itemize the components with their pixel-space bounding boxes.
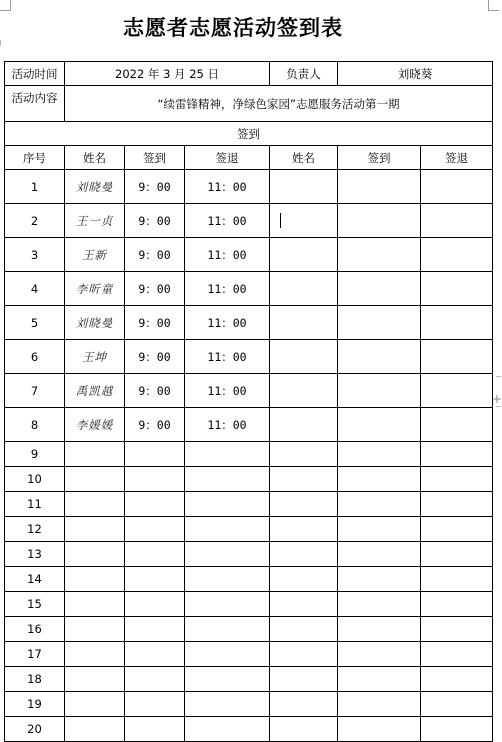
row-name[interactable]: [65, 467, 125, 492]
row-name-2[interactable]: [270, 238, 338, 272]
row-name-2[interactable]: [270, 467, 338, 492]
row-signout-time-2[interactable]: [421, 567, 493, 592]
row-number: 15: [5, 592, 65, 617]
row-signout-time[interactable]: 11：00: [185, 408, 270, 442]
row-signout-time[interactable]: 11：00: [185, 272, 270, 306]
table-row: [5, 238, 493, 272]
row-signin-time-2[interactable]: [338, 617, 421, 642]
row-signin-time-2[interactable]: [338, 467, 421, 492]
row-signout-time-2[interactable]: [421, 374, 493, 408]
row-name[interactable]: 王一贞: [65, 204, 125, 238]
table-row: [5, 567, 493, 592]
page-title: 志愿者志愿活动签到表: [123, 15, 343, 40]
row-signout-time[interactable]: 11：00: [185, 170, 270, 204]
row-signout-time-2[interactable]: [421, 717, 493, 742]
row-signin-time-2[interactable]: [338, 340, 421, 374]
table-row: [5, 617, 493, 642]
row-number: 1: [5, 170, 65, 204]
table-row: [5, 717, 493, 742]
col-header-name-2: 姓名: [270, 146, 338, 170]
row-signout-time-2[interactable]: [421, 617, 493, 642]
row-signin-time[interactable]: 9：00: [125, 340, 185, 374]
table-row: [5, 642, 493, 667]
row-name-2[interactable]: [270, 306, 338, 340]
row-name-2[interactable]: [270, 272, 338, 306]
row-name-2[interactable]: [270, 617, 338, 642]
row-number: 6: [5, 340, 65, 374]
row-signout-time-2[interactable]: [421, 667, 493, 692]
row-name[interactable]: 王坤: [65, 340, 125, 374]
table-row: [5, 272, 493, 306]
row-signin-time-2[interactable]: [338, 717, 421, 742]
row-signin-time-2[interactable]: [338, 642, 421, 667]
row-name[interactable]: [65, 567, 125, 592]
row-name[interactable]: 王新: [65, 238, 125, 272]
time-value[interactable]: 2022 年 3 月 25 日: [65, 62, 270, 86]
row-signin-time[interactable]: [125, 642, 185, 667]
row-name-2[interactable]: [270, 642, 338, 667]
row-signout-time-2[interactable]: [421, 238, 493, 272]
row-name[interactable]: [65, 717, 125, 742]
row-name[interactable]: [65, 517, 125, 542]
text-cursor: [280, 213, 281, 228]
row-signin-time[interactable]: [125, 592, 185, 617]
lead-value[interactable]: 刘晓葵: [338, 62, 493, 86]
row-signout-time[interactable]: [185, 517, 270, 542]
signin-table[interactable]: [4, 61, 493, 742]
time-label: 活动时间: [5, 62, 65, 86]
row-number: 5: [5, 306, 65, 340]
lead-label: 负责人: [270, 62, 338, 86]
col-header-out-2: 签退: [421, 146, 493, 170]
row-signin-time-2[interactable]: [338, 408, 421, 442]
row-name[interactable]: 李媛媛: [65, 408, 125, 442]
row-number: 13: [5, 542, 65, 567]
row-signout-time[interactable]: [185, 592, 270, 617]
row-name[interactable]: [65, 667, 125, 692]
row-name-2[interactable]: [270, 408, 338, 442]
row-signin-time[interactable]: [125, 717, 185, 742]
row-signin-time[interactable]: [125, 617, 185, 642]
row-name-2[interactable]: [270, 340, 338, 374]
row-signin-time[interactable]: [125, 467, 185, 492]
row-signout-time-2[interactable]: [421, 467, 493, 492]
row-number: 8: [5, 408, 65, 442]
table-row: [5, 692, 493, 717]
info-row-time: [5, 62, 493, 86]
row-signin-time[interactable]: [125, 667, 185, 692]
row-signout-time-2[interactable]: [421, 592, 493, 617]
row-signout-time[interactable]: [185, 492, 270, 517]
row-signin-time[interactable]: 9：00: [125, 374, 185, 408]
table-row: [5, 170, 493, 204]
table-row: [5, 340, 493, 374]
row-signout-time-2[interactable]: [421, 340, 493, 374]
content-value[interactable]: “续雷锋精神，净绿色家园”志愿服务活动第一期: [65, 86, 493, 122]
row-number: 12: [5, 517, 65, 542]
row-name[interactable]: [65, 542, 125, 567]
content-label: 活动内容: [5, 86, 65, 122]
row-signin-time-2[interactable]: [338, 692, 421, 717]
page-corner-mark: [488, 0, 499, 11]
row-number: 16: [5, 617, 65, 642]
row-signout-time[interactable]: 11：00: [185, 204, 270, 238]
column-header-row: [5, 146, 493, 170]
row-name-2[interactable]: [270, 692, 338, 717]
table-row: [5, 492, 493, 517]
row-name-2[interactable]: [270, 667, 338, 692]
table-row: [5, 306, 493, 340]
col-header-out: 签退: [185, 146, 270, 170]
row-name-2[interactable]: [270, 567, 338, 592]
table-move-handle-icon[interactable]: +: [492, 392, 502, 406]
row-signin-time[interactable]: [125, 442, 185, 467]
row-signin-time-2[interactable]: [338, 170, 421, 204]
row-signin-time[interactable]: [125, 517, 185, 542]
table-row: [5, 667, 493, 692]
row-signin-time-2[interactable]: [338, 238, 421, 272]
row-number: 10: [5, 467, 65, 492]
row-number: 2: [5, 204, 65, 238]
row-signin-time-2[interactable]: [338, 517, 421, 542]
row-name[interactable]: 禹凯越: [65, 374, 125, 408]
row-signin-time-2[interactable]: [338, 492, 421, 517]
row-signout-time[interactable]: 11：00: [185, 306, 270, 340]
row-signout-time-2[interactable]: [421, 408, 493, 442]
row-name[interactable]: 刘晓曼: [65, 306, 125, 340]
row-name-2[interactable]: [270, 442, 338, 467]
row-number: 11: [5, 492, 65, 517]
row-signout-time-2[interactable]: [421, 542, 493, 567]
row-signout-time[interactable]: 11：00: [185, 340, 270, 374]
row-signin-time-2[interactable]: [338, 542, 421, 567]
row-number: 9: [5, 442, 65, 467]
row-signout-time[interactable]: [185, 467, 270, 492]
signin-header: 签到: [5, 122, 493, 146]
row-signin-time[interactable]: 9：00: [125, 408, 185, 442]
page-corner-mark: [0, 0, 11, 11]
row-number: 4: [5, 272, 65, 306]
row-signout-time-2[interactable]: [421, 492, 493, 517]
row-signout-time-2[interactable]: [421, 272, 493, 306]
row-number: 18: [5, 667, 65, 692]
col-header-in: 签到: [125, 146, 185, 170]
row-name-2[interactable]: [270, 517, 338, 542]
row-signin-time[interactable]: 9：00: [125, 170, 185, 204]
row-signin-time[interactable]: 9：00: [125, 238, 185, 272]
row-name-2[interactable]: [270, 374, 338, 408]
table-row: [5, 517, 493, 542]
row-signin-time-2[interactable]: [338, 306, 421, 340]
row-name[interactable]: 刘晓曼: [65, 170, 125, 204]
row-signin-time-2[interactable]: [338, 592, 421, 617]
row-number: 19: [5, 692, 65, 717]
row-signin-time-2[interactable]: [338, 272, 421, 306]
row-signout-time[interactable]: [185, 542, 270, 567]
row-name[interactable]: [65, 692, 125, 717]
table-row: [5, 442, 493, 467]
col-header-in-2: 签到: [338, 146, 421, 170]
row-name[interactable]: 李昕童: [65, 272, 125, 306]
row-signin-time[interactable]: 9：00: [125, 306, 185, 340]
row-signin-time[interactable]: 9：00: [125, 204, 185, 238]
row-signin-time[interactable]: 9：00: [125, 272, 185, 306]
table-row: [5, 542, 493, 567]
row-signout-time-2[interactable]: [421, 306, 493, 340]
row-number: 20: [5, 717, 65, 742]
info-row-content: [5, 86, 493, 122]
row-signout-time[interactable]: [185, 692, 270, 717]
row-signout-time-2[interactable]: [421, 517, 493, 542]
row-name-2[interactable]: [270, 717, 338, 742]
table-row: [5, 592, 493, 617]
row-signout-time[interactable]: [185, 442, 270, 467]
row-signout-time[interactable]: [185, 667, 270, 692]
col-header-name: 姓名: [65, 146, 125, 170]
row-signin-time[interactable]: [125, 492, 185, 517]
table-row: [5, 204, 493, 238]
row-signout-time[interactable]: [185, 617, 270, 642]
row-number: 3: [5, 238, 65, 272]
row-signout-time-2[interactable]: [421, 170, 493, 204]
row-name-2[interactable]: [270, 592, 338, 617]
row-name[interactable]: [65, 442, 125, 467]
row-signin-time[interactable]: [125, 567, 185, 592]
row-number: 7: [5, 374, 65, 408]
row-signin-time-2[interactable]: [338, 204, 421, 238]
table-row: [5, 467, 493, 492]
row-signin-time-2[interactable]: [338, 442, 421, 467]
row-signout-time[interactable]: [185, 642, 270, 667]
row-signin-time-2[interactable]: [338, 374, 421, 408]
row-signin-time[interactable]: [125, 692, 185, 717]
table-row: [5, 408, 493, 442]
row-name[interactable]: [65, 642, 125, 667]
margin-mark: [496, 406, 501, 407]
margin-mark: [496, 376, 501, 377]
row-name-2[interactable]: [270, 204, 338, 238]
signin-header-row: [5, 122, 493, 146]
row-signin-time[interactable]: [125, 542, 185, 567]
row-signout-time-2[interactable]: [421, 442, 493, 467]
row-signout-time-2[interactable]: [421, 642, 493, 667]
row-name[interactable]: [65, 492, 125, 517]
row-signout-time[interactable]: 11：00: [185, 238, 270, 272]
row-signout-time[interactable]: [185, 567, 270, 592]
row-signout-time[interactable]: 11：00: [185, 374, 270, 408]
col-header-no: 序号: [5, 146, 65, 170]
row-signout-time-2[interactable]: [421, 692, 493, 717]
row-signout-time[interactable]: [185, 717, 270, 742]
row-name[interactable]: [65, 592, 125, 617]
row-name-2[interactable]: [270, 542, 338, 567]
row-signout-time-2[interactable]: [421, 204, 493, 238]
row-name-2[interactable]: [270, 170, 338, 204]
row-name-2[interactable]: [270, 492, 338, 517]
row-number: 14: [5, 567, 65, 592]
row-signin-time-2[interactable]: [338, 667, 421, 692]
row-number: 17: [5, 642, 65, 667]
row-signin-time-2[interactable]: [338, 567, 421, 592]
row-name[interactable]: [65, 617, 125, 642]
table-row: [5, 374, 493, 408]
